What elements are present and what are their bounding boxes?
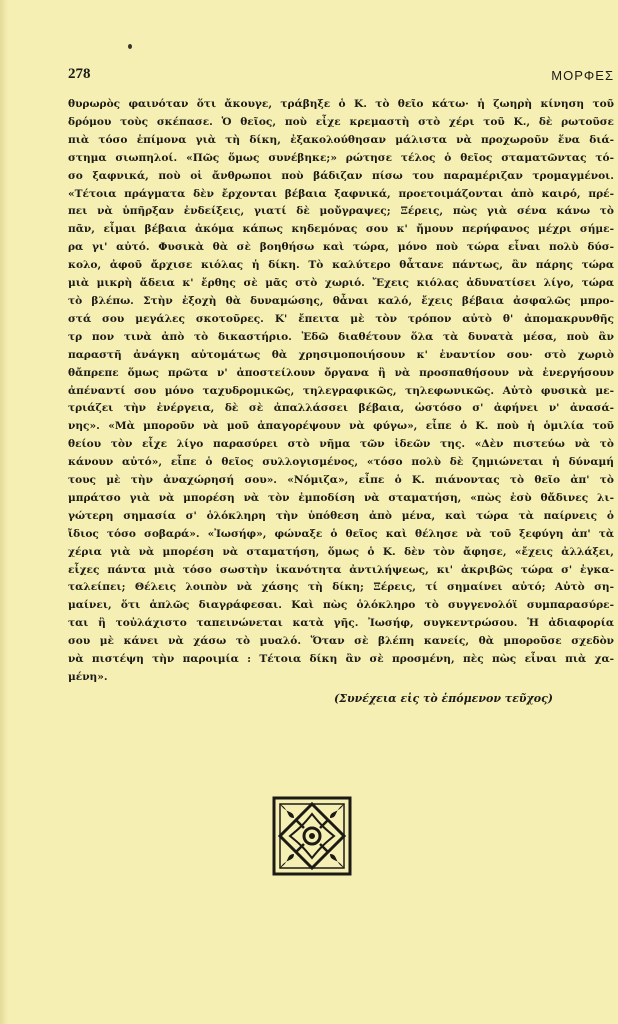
text-line: θἄπρεπε ὅμως πρῶτα ν' ἀποστείλουν ὄργανα ἢ νὰ προσπαθήσουν νὰ ἐνεργήσουν (68, 366, 614, 379)
page-number: 278 (68, 66, 91, 82)
text-line: δρόμου τοὺς σκέπασε. Ὁ θεῖος, ποὺ εἶχε κρεμαστὴ στὸ χέρι τοῦ Κ., δὲ ρωτοῦσε (68, 115, 614, 128)
ink-speck (128, 44, 132, 49)
text-line: σου μὲ κάνει νὰ χάσω τὸ μυαλό. Ὅταν σὲ βλέπη κανείς, θὰ μποροῦσε σχεδὸν (68, 635, 614, 648)
continuation-note: (Συνέχεια εἰς τὸ ἑπόμενον τεῦχος) (333, 692, 553, 705)
text-line: στημα σιωπηλοί. «Πῶς ὅμως συνέβηκε;» ρώτησε τέλος ὁ θεῖος σταματῶντας τό- (68, 151, 614, 164)
text-line: ται ἢ τοὐλάχιστο ταπεινώνεται κατὰ γῆς. Ἰωσήφ, συγκεντρώσου. Ἡ ἀδιαφορία (68, 617, 614, 630)
text-line: πιὰ τόσο ἐπίμονα γιὰ τὴ δίκη, ἐξακολούθησαν μάλιστα νὰ προχωροῦν ἕνα διά- (68, 133, 614, 146)
page-header (68, 66, 614, 90)
text-line: τὸ βλέπω. Στὴν ἐξοχὴ θὰ δυναμώσης, θἆναι καλό, ἔχεις βέβαια ἀσφαλῶς μπρο- (68, 294, 614, 307)
text-line: νὰ πιστέψη τὴν παροιμία : Τέτοια δίκη ἂν σὲ προσμένη, πὲς πὼς εἶναι πιὰ χα- (68, 653, 614, 666)
text-line: στά σου μεγάλες σκοτοῦρες. Κ' ἔπειτα μὲ τὸν τρόπον αὐτὸ θ' ἀπομακρυνθῆς (68, 312, 614, 325)
text-line: μπράτσο γιὰ νὰ μπορέση νὰ τὸν ἐμποδίση νὰ σταματήση, «πὼς ἐσὺ θἄδινες λι- (68, 491, 614, 504)
text-line: μιὰ μικρὴ ἄδεια κ' ἔρθης σὲ μᾶς στὸ χωριό. Ἔχεις κιόλας ἀδυνατίσει λίγο, τώρα (68, 277, 614, 290)
text-line: θυρωρὸς φαινόταν ὅτι ἄκουγε, τράβηξε ὁ Κ. τὸ θεῖο κάτω· ἡ ζωηρὴ κίνηση τοῦ (68, 98, 614, 110)
celtic-knot-ornament-icon (272, 796, 352, 876)
text-line: εἶχες πάντα μιὰ τόσο σωστὴν ἱκανότητα ἀντιλήψεως, κι' ἀκριβῶς τώρα σ' ἐγκα- (68, 563, 614, 576)
text-line: θείου τὸν εἶχε λίγο παρασύρει στὸ νῆμα τῶν ἰδεῶν της. «Δὲν πιστεύω νὰ τὸ (68, 438, 614, 451)
text-line: ρα γι' αὐτό. Φυσικὰ θὰ σὲ βοηθήσω καὶ τώρα, μόνο ποὺ τώρα εἶναι πολὺ δύσ- (68, 241, 614, 254)
text-line: μαίνει, ὅτι ἁπλῶς διαγράφεσαι. Καὶ πὼς ὁλόκληρο τὸ συγγενολόϊ συμπαρασύρε- (68, 599, 614, 612)
text-line: κολο, ἀφοῦ ἄρχισε κιόλας ἡ δίκη. Τὸ καλύτερο θἆτανε πάντως, ἂν πάρης τώρα (68, 259, 614, 272)
text-line: τριάζει τὴν ἐνέργεια, δὲ σὲ ἀπαλλάσσει βέβαια, ὡστόσο σ' ἀφήνει ν' ἀνασά- (68, 402, 614, 415)
text-line: γώτερη σημασία σ' ὁλόκληρη τὴν ὑπόθεση ἀπὸ μένα, καὶ τώρα τὰ παίρνεις ὁ (68, 509, 614, 522)
text-line: πᾶν, εἶμαι βέβαια ἀκόμα κάπως κηδεμόνας σου κ' ἤμουν περήφανος μέχρι σήμε- (68, 223, 614, 236)
text-line: ἀπέναντί σου μόνο ταχυδρομικῶς, τηλεγραφικῶς, τηλεφωνικῶς. Αὐτὸ φυσικὰ με- (68, 384, 614, 397)
running-title: ΜΟΡΦΕΣ (551, 68, 614, 83)
text-line: μένη». (68, 671, 108, 683)
body-text (68, 96, 614, 687)
text-line: «Τέτοια πράγματα δὲν ἔρχονται βέβαια ξαφνικά, προετοιμάζονται ἀπὸ καιρό, πρέ- (68, 187, 614, 200)
text-line: τρ πον τινὰ ἀπὸ τὸ δικαστήριο. Ἐδῶ διαθέτουν ὅλα τὰ δυνατὰ μέσα, ποὺ ἂν (68, 330, 614, 343)
text-line: τους μὲ τὴν ἀναχώρησή σου». «Νόμιζα», εἶπε ὁ Κ. πιάνοντας τὸ θεῖο ἀπ' τὸ (68, 474, 614, 487)
page-edge-shadow (0, 0, 8, 1024)
text-line: ταλείπει; Θέλεις λοιπὸν νὰ χάσης τὴ δίκη; Ξέρεις, τί σημαίνει αὐτό; Αὐτὸ ση- (68, 581, 614, 594)
text-line: ἴδιος τόσο σοβαρά». «Ἰωσήφ», φώναξε ὁ θεῖος καὶ θέλησε νὰ τοῦ ξεφύγη ἀπ' τὰ (68, 527, 614, 540)
text-line: σο ξαφνικά, ποὺ οἱ ἄνθρωποι ποὺ βάδιζαν πίσω του παραμέριζαν τρομαγμένοι. (68, 169, 614, 182)
text-line: κάνουν αὐτό», εἶπε ὁ θεῖος συλλογισμένος, «τόσο πολὺ δὲ ζημιώνεται ἡ δύναμή (68, 456, 614, 469)
text-line: παραστῆ ἀνάγκη αὐτομάτως θὰ χρησιμοποιήσουν κ' ἐναντίον σου· στὸ χωριὸ (68, 348, 614, 361)
text-line: χέρια γιὰ νὰ μπορέση νὰ σταματήση, ὅμως ὁ Κ. δὲν τὸν ἄφησε, «ἔχεις ἀλλάξει, (68, 545, 614, 558)
text-line: πει νὰ ὑπῆρξαν ἐνδείξεις, γιατί δὲ μοὔγραψες; Ξέρεις, πὼς γιὰ σένα κάνω τὸ (68, 205, 614, 218)
text-line: νης». «Μὰ μποροῦν νὰ μοῦ ἀπαγορέψουν νὰ φύγω», εἶπε ὁ Κ. ποὺ ἡ ὁμιλία τοῦ (68, 420, 614, 433)
